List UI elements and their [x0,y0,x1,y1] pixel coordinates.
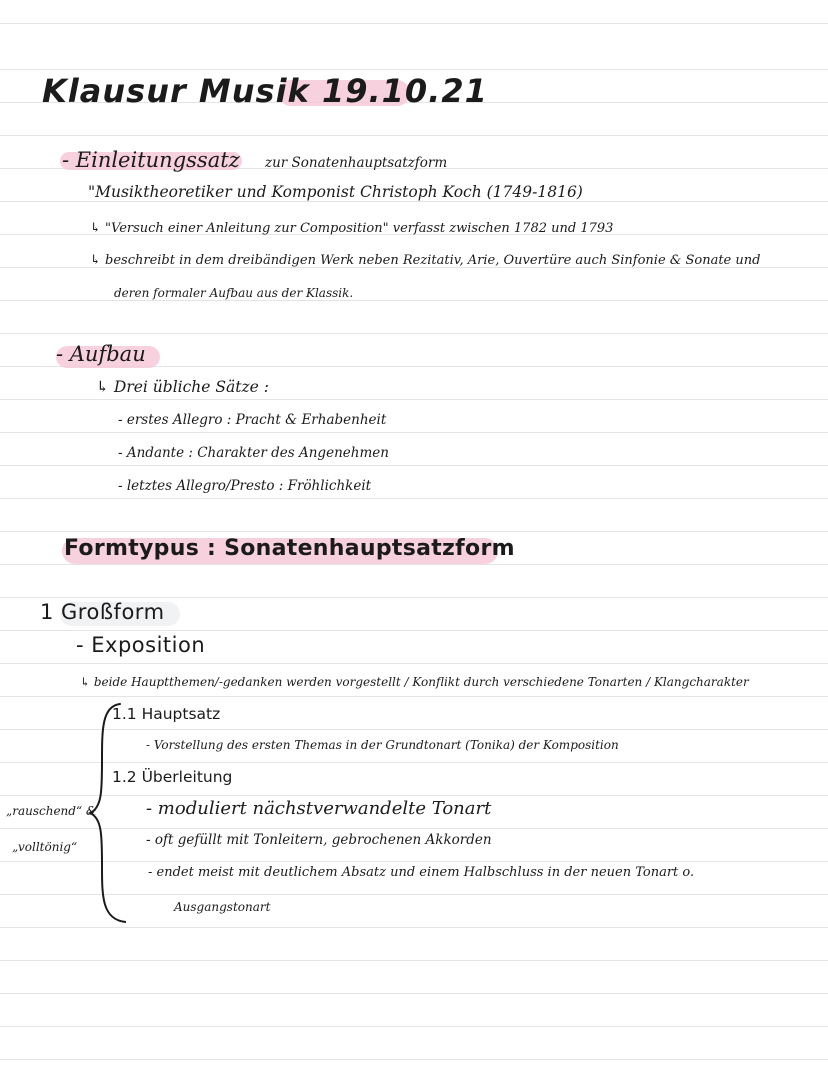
intro-line-2: ↳ "Versuch einer Anleitung zur Composition" verfasst zwischen 1782 und 1793 [90,221,614,236]
side-note-line-2: „volltönig“ [12,840,78,854]
side-note-line-1: „rauschend“ & [6,804,97,818]
aufbau-item-2: - Andante : Charakter des Angenehmen [118,445,389,461]
ueberleitung-note-4: Ausgangstonart [174,900,271,914]
aufbau-subheading: ↳ Drei übliche Sätze : [96,378,269,396]
ueberleitung-heading: 1.2 Überleitung [112,768,233,786]
ueberleitung-note-3: - endet meist mit deutlichem Absatz und einem Halbschluss in der neuen Tonart o. [148,865,695,880]
einleitung-heading-suffix: zur Sonatenhauptsatzform [265,155,448,171]
einleitung-heading: - Einleitungssatz [62,148,240,172]
ueberleitung-note-2: - oft gefüllt mit Tonleitern, gebrochenen Akkorden [146,832,492,848]
intro-line-4: deren formaler Aufbau aus der Klassik. [114,286,354,300]
aufbau-heading: - Aufbau [56,342,146,366]
intro-line-3: ↳ beschreibt in dem dreibändigen Werk neben Rezitativ, Arie, Ouvertüre auch Sinfonie & Sonate und [90,253,761,268]
exposition-heading: - Exposition [76,633,206,657]
curly-brace-icon [86,700,126,926]
formtypus-heading: Formtypus : Sonatenhauptsatzform [64,536,515,561]
page-title: Klausur Musik 19.10.21 [42,72,488,110]
aufbau-item-1: - erstes Allegro : Pracht & Erhabenheit [118,412,387,428]
hauptsatz-note: - Vorstellung des ersten Themas in der Grundtonart (Tonika) der Komposition [146,738,619,752]
grossform-heading: 1 Großform [40,600,165,624]
ueberleitung-note-1: - moduliert nächstverwandelte Tonart [146,798,492,819]
aufbau-item-3: - letztes Allegro/Presto : Fröhlichkeit [118,478,372,494]
exposition-note: ↳ beide Hauptthemen/-gedanken werden vorgestellt / Konflikt durch verschiedene Tonarten / Klangcharakter [80,675,749,689]
hauptsatz-heading: 1.1 Hauptsatz [112,705,221,723]
intro-line-1: "Musiktheoretiker und Komponist Christoph Koch (1749-1816) [88,183,583,201]
